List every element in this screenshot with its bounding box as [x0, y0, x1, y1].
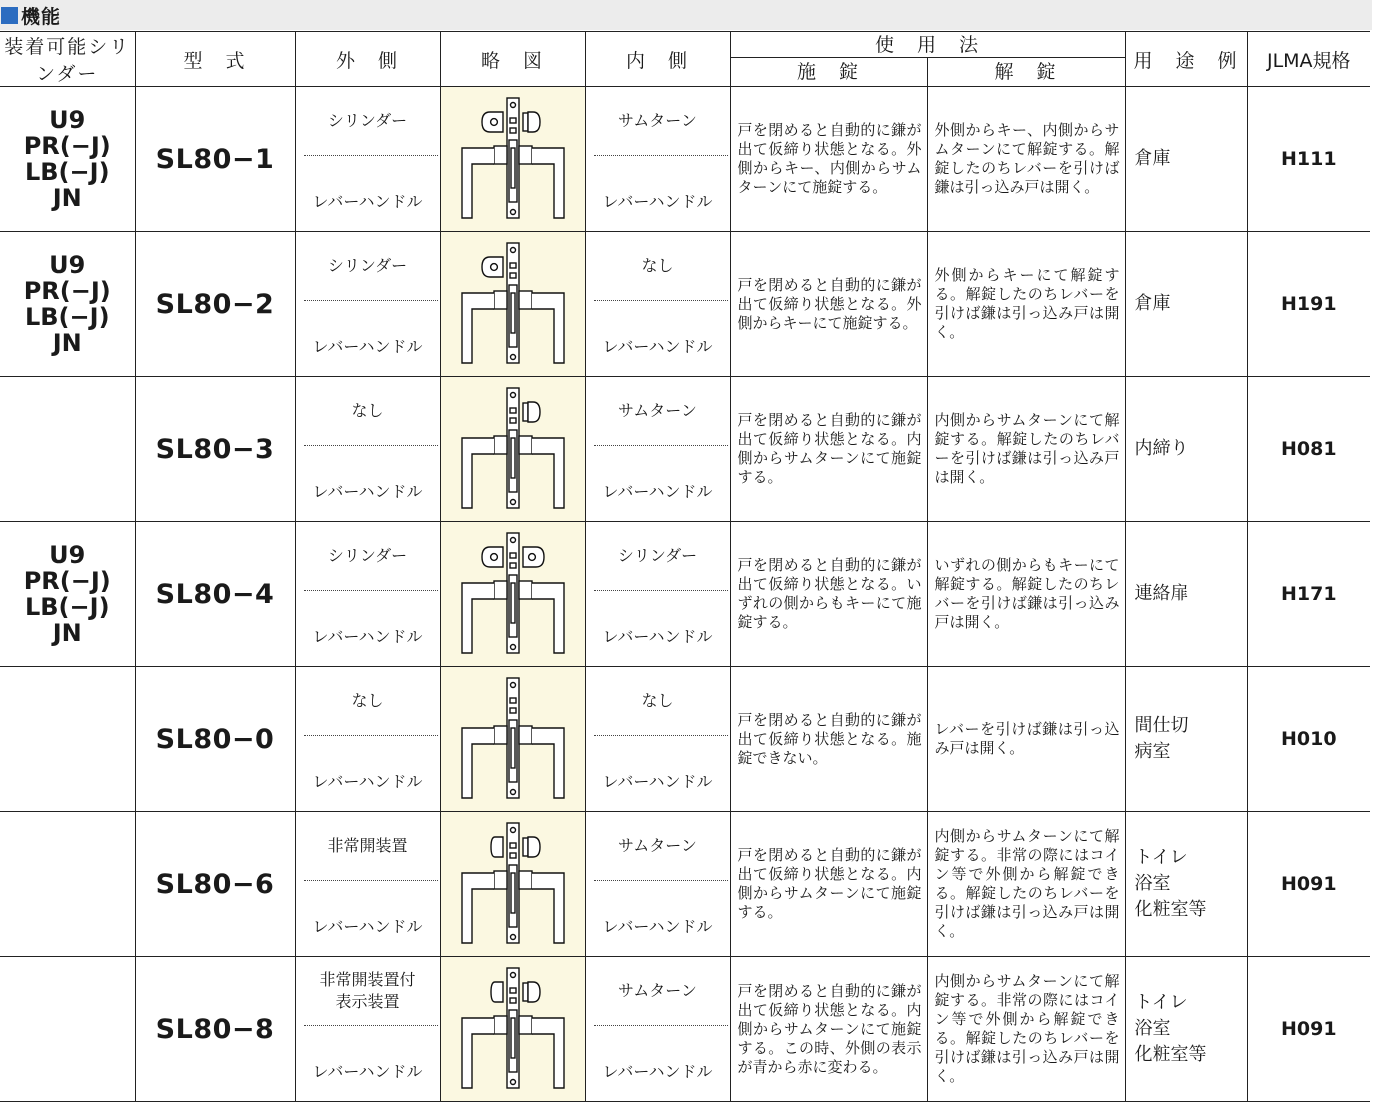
outside-top-line: 表示装置 [335, 992, 400, 1011]
model-cell: SL80−2 [135, 232, 295, 377]
use-case-item: トイレ [1134, 992, 1188, 1013]
dotted-divider [594, 155, 728, 156]
lock-method-cell: 戸を閉めると自動的に鎌が出て仮締り状態となる。施錠できない。 [730, 667, 927, 812]
header-lock: 施 錠 [730, 58, 927, 87]
dotted-divider [594, 1025, 728, 1026]
inside-cell [585, 522, 730, 667]
cylinder-cell [0, 232, 135, 377]
dotted-divider [304, 735, 438, 736]
inside-cell [585, 232, 730, 377]
outside-cell [295, 377, 440, 522]
cylinder-type: JN [52, 184, 82, 212]
section-square-icon [1, 7, 18, 24]
inside-top: サムターン [618, 401, 697, 420]
use-case-item: 病室 [1134, 741, 1171, 762]
cylinder-cell [0, 667, 135, 812]
dotted-divider [594, 880, 728, 881]
header-use-case: 用 途 例 [1125, 32, 1247, 87]
diagram-cell [440, 957, 585, 1102]
cylinder-type: PR(−J) [23, 132, 111, 160]
dotted-divider [594, 300, 728, 301]
use-case-item: 浴室 [1134, 1018, 1171, 1039]
inside-top: なし [641, 256, 674, 275]
cylinder-type: LB(−J) [24, 303, 110, 331]
outside-bottom: レバーハンドル [312, 481, 423, 501]
header-unlock: 解 錠 [927, 58, 1125, 87]
use-case-item: トイレ [1134, 847, 1188, 868]
use-case-cell [1125, 87, 1247, 232]
diagram-cell [440, 522, 585, 667]
outside-top-line: 非常開装置付 [319, 970, 416, 989]
diagram-cell [440, 667, 585, 812]
lock-diagram-icon [458, 386, 568, 512]
use-case-item: 浴室 [1134, 873, 1171, 894]
outside-bottom: レバーハンドル [312, 1061, 423, 1081]
use-case-cell [1125, 812, 1247, 957]
outside-top-line: なし [351, 691, 384, 710]
table-row [0, 957, 1370, 1102]
inside-cell [585, 667, 730, 812]
inside-top: サムターン [618, 981, 697, 1000]
lock-diagram-icon [458, 821, 568, 947]
unlock-method-cell: 外側からキーにて解錠する。解錠したのちレバーを引けば鎌は引っ込み戸は開く。 [927, 232, 1125, 377]
use-case-cell [1125, 522, 1247, 667]
use-case-item: 化粧室等 [1134, 1044, 1207, 1065]
section-title: 機能 [21, 5, 62, 28]
diagram-cell [440, 232, 585, 377]
cylinder-type: LB(−J) [24, 158, 110, 186]
lock-method-cell: 戸を閉めると自動的に鎌が出て仮締り状態となる。外側からキー、内側からサムターンにて施錠する。 [730, 87, 927, 232]
cylinder-type: PR(−J) [23, 567, 111, 595]
outside-top-line: シリンダー [327, 256, 408, 275]
inside-bottom: レバーハンドル [602, 1061, 713, 1081]
unlock-method-cell: いずれの側からもキーにて解錠する。解錠したのちレバーを引けば鎌は引っ込み戸は開く。 [927, 522, 1125, 667]
cylinder-cell [0, 522, 135, 667]
cylinder-type: LB(−J) [24, 593, 110, 621]
outside-bottom: レバーハンドル [312, 771, 423, 791]
cylinder-type: PR(−J) [23, 277, 111, 305]
unlock-method-cell: 内側からサムターンにて解錠する。非常の際にはコイン等で外側から解錠できる。解錠したのちレバーを引けば鎌は引っ込み戸は開く。 [927, 957, 1125, 1102]
dotted-divider [304, 300, 438, 301]
header-diagram: 略 図 [440, 32, 585, 87]
diagram-cell [440, 812, 585, 957]
inside-cell [585, 377, 730, 522]
use-case-item: 間仕切 [1134, 715, 1189, 736]
lock-diagram-icon [458, 531, 568, 657]
dotted-divider [304, 1025, 438, 1026]
jlma-cell: H010 [1247, 667, 1370, 812]
table-row [0, 812, 1370, 957]
inside-bottom: レバーハンドル [602, 626, 713, 646]
header-jlma: JLMA規格 [1247, 32, 1370, 87]
outside-cell [295, 667, 440, 812]
lock-method-cell: 戸を閉めると自動的に鎌が出て仮締り状態となる。外側からキーにて施錠する。 [730, 232, 927, 377]
header-cylinder: 装着可能シリンダー [0, 32, 135, 87]
jlma-cell: H091 [1247, 812, 1370, 957]
cylinder-type: U9 [49, 541, 86, 569]
inside-cell [585, 957, 730, 1102]
outside-top-line: シリンダー [327, 546, 408, 565]
unlock-method-cell: レバーを引けば鎌は引っ込み戸は開く。 [927, 667, 1125, 812]
diagram-cell [440, 377, 585, 522]
inside-top: サムターン [618, 111, 697, 130]
lock-method-cell: 戸を閉めると自動的に鎌が出て仮締り状態となる。内側からサムターンにて施錠する。この時、外側の表示が青から赤に変わる。 [730, 957, 927, 1102]
inside-cell [585, 87, 730, 232]
header-usage: 使 用 法 [730, 32, 1125, 58]
unlock-method-cell: 外側からキー、内側からサムターンにて解錠する。解錠したのちレバーを引けば鎌は引っ込み戸は開く。 [927, 87, 1125, 232]
jlma-cell: H191 [1247, 232, 1370, 377]
dotted-divider [304, 880, 438, 881]
table-row [0, 667, 1370, 812]
lock-method-cell: 戸を閉めると自動的に鎌が出て仮締り状態となる。内側からサムターンにて施錠する。 [730, 377, 927, 522]
inside-bottom: レバーハンドル [602, 336, 713, 356]
header-inside: 内 側 [585, 32, 730, 87]
lock-diagram-icon [458, 676, 568, 802]
inside-cell [585, 812, 730, 957]
use-case-cell [1125, 377, 1247, 522]
use-case-item: 倉庫 [1134, 293, 1171, 314]
table-row [0, 522, 1370, 667]
outside-top-line: 非常開装置 [327, 836, 408, 855]
lock-method-cell: 戸を閉めると自動的に鎌が出て仮締り状態となる。内側からサムターンにて施錠する。 [730, 812, 927, 957]
dotted-divider [594, 735, 728, 736]
outside-top-line: シリンダー [327, 111, 408, 130]
lock-diagram-icon [458, 96, 568, 222]
header-model: 型 式 [135, 32, 295, 87]
use-case-cell [1125, 667, 1247, 812]
diagram-cell [440, 87, 585, 232]
cylinder-cell [0, 957, 135, 1102]
inside-top: サムターン [618, 836, 697, 855]
model-cell: SL80−0 [135, 667, 295, 812]
jlma-cell: H091 [1247, 957, 1370, 1102]
outside-cell [295, 812, 440, 957]
cylinder-cell [0, 377, 135, 522]
outside-cell [295, 87, 440, 232]
use-case-cell [1125, 957, 1247, 1102]
dotted-divider [594, 445, 728, 446]
dotted-divider [304, 155, 438, 156]
jlma-cell: H111 [1247, 87, 1370, 232]
inside-top: なし [641, 691, 674, 710]
outside-cell [295, 957, 440, 1102]
model-cell: SL80−4 [135, 522, 295, 667]
outside-cell [295, 522, 440, 667]
outside-cell [295, 232, 440, 377]
use-case-cell [1125, 232, 1247, 377]
inside-bottom: レバーハンドル [602, 191, 713, 211]
use-case-item: 内締り [1134, 438, 1189, 459]
cylinder-type: U9 [49, 106, 86, 134]
table-row [0, 232, 1370, 377]
outside-bottom: レバーハンドル [312, 191, 423, 211]
cylinder-type: JN [52, 329, 82, 357]
inside-bottom: レバーハンドル [602, 916, 713, 936]
function-table [0, 31, 1370, 1102]
jlma-cell: H171 [1247, 522, 1370, 667]
model-cell: SL80−3 [135, 377, 295, 522]
model-cell: SL80−1 [135, 87, 295, 232]
jlma-cell: H081 [1247, 377, 1370, 522]
lock-diagram-icon [458, 966, 568, 1092]
outside-bottom: レバーハンドル [312, 626, 423, 646]
outside-top-line: なし [351, 401, 384, 420]
use-case-item: 化粧室等 [1134, 899, 1207, 920]
section-header [0, 0, 1372, 30]
model-cell: SL80−6 [135, 812, 295, 957]
lock-method-cell: 戸を閉めると自動的に鎌が出て仮締り状態となる。いずれの側からもキーにて施錠する。 [730, 522, 927, 667]
model-cell: SL80−8 [135, 957, 295, 1102]
cylinder-cell [0, 87, 135, 232]
lock-diagram-icon [458, 241, 568, 367]
cylinder-type: JN [52, 619, 82, 647]
outside-bottom: レバーハンドル [312, 916, 423, 936]
dotted-divider [304, 590, 438, 591]
inside-bottom: レバーハンドル [602, 771, 713, 791]
dotted-divider [594, 590, 728, 591]
dotted-divider [304, 445, 438, 446]
outside-bottom: レバーハンドル [312, 336, 423, 356]
unlock-method-cell: 内側からサムターンにて解錠する。解錠したのちレバーを引けば鎌は引っ込み戸は開く。 [927, 377, 1125, 522]
use-case-item: 連絡扉 [1134, 583, 1189, 604]
unlock-method-cell: 内側からサムターンにて解錠する。非常の際にはコイン等で外側から解錠できる。解錠したのちレバーを引けば鎌は引っ込み戸は開く。 [927, 812, 1125, 957]
header-outside: 外 側 [295, 32, 440, 87]
cylinder-type: U9 [49, 251, 86, 279]
use-case-item: 倉庫 [1134, 148, 1171, 169]
inside-bottom: レバーハンドル [602, 481, 713, 501]
table-row [0, 87, 1370, 232]
cylinder-cell [0, 812, 135, 957]
inside-top: シリンダー [617, 546, 698, 565]
table-row [0, 377, 1370, 522]
